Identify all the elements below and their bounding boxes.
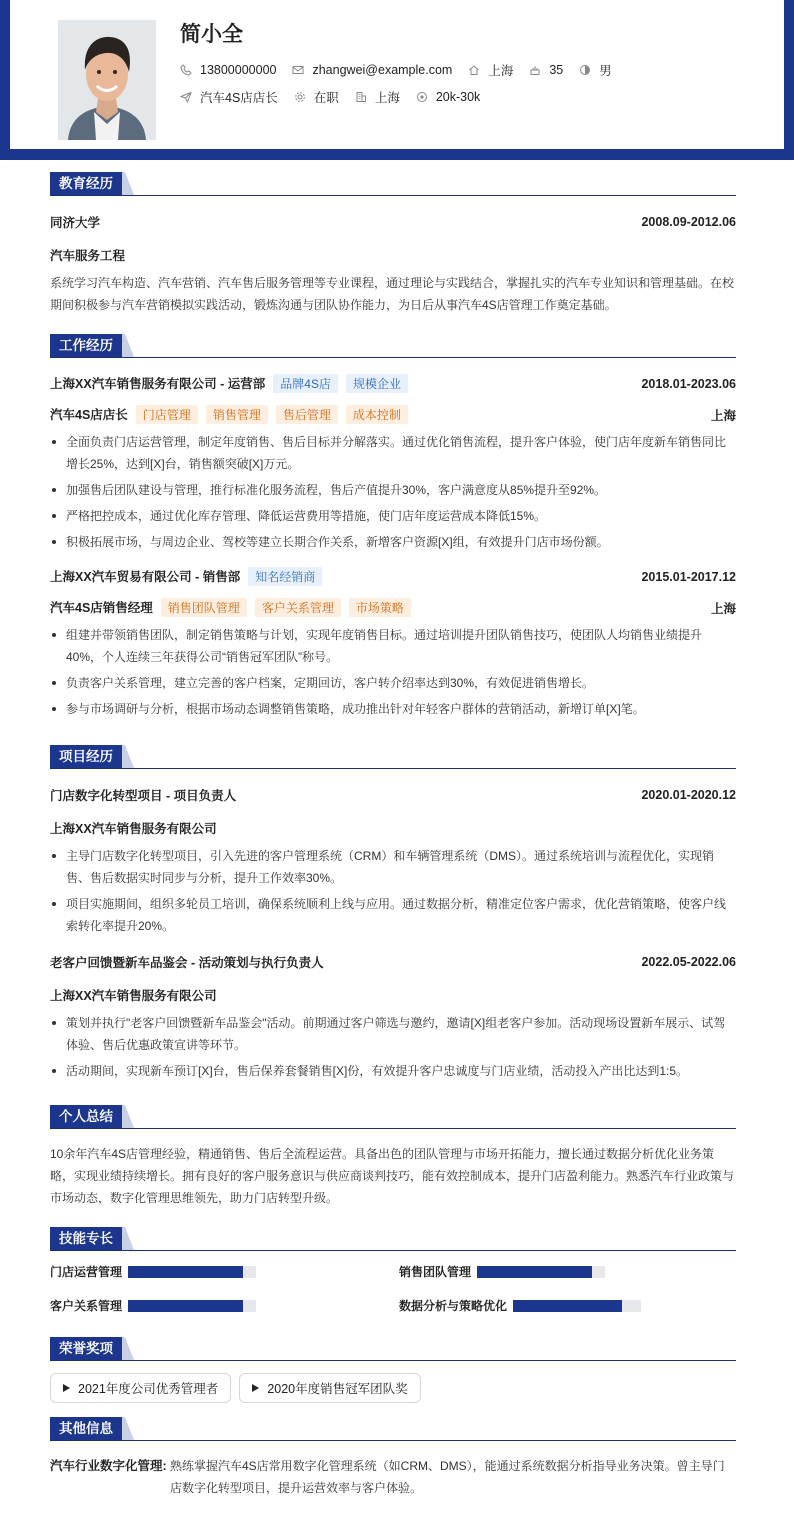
position-item <box>180 88 278 106</box>
skill-bar-fill <box>128 1266 243 1278</box>
work-location: 上海 <box>710 601 736 616</box>
company-tag: 规模企业 <box>346 374 408 393</box>
other-row <box>50 1455 736 1499</box>
award-text: 2021年度公司优秀管理者 <box>78 1382 219 1396</box>
avatar-portrait-icon <box>58 20 156 140</box>
company-name: 上海XX汽车销售服务有限公司 - 运营部 <box>50 377 266 391</box>
work-item <box>50 374 736 553</box>
skill-bar <box>513 1300 641 1312</box>
skills-section <box>50 1227 736 1327</box>
section-header <box>50 1337 736 1361</box>
school-name: 同济大学 <box>50 216 101 230</box>
contact-row <box>180 61 628 79</box>
section-slant-icon <box>122 1227 134 1250</box>
list-item: 策划并执行"老客户回馈暨新车品鉴会"活动。前期通过客户筛选与邀约，邀请[X]组老客户参加。活动现场设置新车展示、试驾体验、售后优惠政策宣讲等环节。 <box>50 1012 736 1056</box>
list-item: 全面负责门店运营管理，制定年度销售、售后目标并分解落实。通过优化销售流程，提升客户体验，使门店年度新车销售同比增长25%，达到[X]台，销售额突破[X]万元。 <box>50 431 736 475</box>
coin-icon <box>416 91 428 103</box>
section-title: 荣誉奖项 <box>50 1337 122 1360</box>
other-text: 熟练掌握汽车4S店常用数字化管理系统（如CRM、DMS），能通过系统数据分析指导业务决策。曾主导门店数字化转型项目，提升运营效率与客户体验。 <box>170 1459 725 1495</box>
work-title-row <box>50 598 736 617</box>
candidate-name: 简小全 <box>180 23 243 46</box>
section-header <box>50 172 736 196</box>
section-header <box>50 1227 736 1251</box>
phone-text: 13800000000 <box>200 63 277 77</box>
summary-section <box>50 1105 736 1209</box>
project-row <box>50 786 736 804</box>
age-item <box>529 63 563 77</box>
work-bullets <box>50 431 736 553</box>
list-item: 活动期间，实现新车预订[X]台，售后保养套餐销售[X]份，有效提升客户忠诚度与门店业绩，活动投入产出比达到1:5。 <box>50 1060 736 1082</box>
job-intent-row <box>180 88 496 106</box>
skill-tag: 市场策略 <box>349 598 411 617</box>
project-bullets <box>50 1012 736 1082</box>
award-item <box>50 1373 231 1403</box>
work-title-row <box>50 405 736 424</box>
skill-name: 门店运营管理 <box>50 1265 123 1279</box>
skill-tag: 客户关系管理 <box>255 598 341 617</box>
skill-tag: 售后管理 <box>276 405 338 424</box>
frame-right-bar <box>784 0 794 160</box>
section-header <box>50 334 736 358</box>
project-company: 上海XX汽车销售服务有限公司 <box>50 989 217 1003</box>
project-bullets <box>50 845 736 937</box>
resume-body <box>50 172 736 1499</box>
major-name: 汽车服务工程 <box>50 249 126 263</box>
section-slant-icon <box>122 1337 134 1360</box>
section-header <box>50 1417 736 1441</box>
honors-list <box>50 1373 736 1403</box>
email-text: zhangwei@example.com <box>312 63 453 77</box>
target-city-item <box>355 88 400 106</box>
project-name: 老客户回馈暨新车品鉴会 - 活动策划与执行负责人 <box>50 956 324 970</box>
city-item <box>468 61 513 79</box>
project-item <box>50 953 736 1082</box>
project-company: 上海XX汽车销售服务有限公司 <box>50 822 217 836</box>
skills-grid <box>50 1251 736 1327</box>
work-location: 上海 <box>710 408 736 423</box>
gender-icon <box>579 64 591 76</box>
award-text: 2020年度销售冠军团队奖 <box>267 1382 408 1396</box>
skill-bar-fill <box>513 1300 622 1312</box>
skill-name: 销售团队管理 <box>399 1265 472 1279</box>
home-icon <box>468 64 480 76</box>
gear-icon <box>294 91 306 103</box>
section-title: 工作经历 <box>50 334 122 357</box>
section-slant-icon <box>122 172 134 195</box>
skill-name: 客户关系管理 <box>50 1299 123 1313</box>
salary-text: 20k-30k <box>435 90 481 104</box>
skill-bar-fill <box>128 1300 243 1312</box>
list-item: 严格把控成本，通过优化库存管理、降低运营费用等措施，使门店年度运营成本降低15%。 <box>50 505 736 527</box>
list-item: 负责客户关系管理，建立完善的客户档案，定期回访，客户转介绍率达到30%，有效促进销售增长。 <box>50 672 736 694</box>
section-header <box>50 1105 736 1129</box>
phone-item <box>180 63 276 77</box>
education-desc: 系统学习汽车构造、汽车营销、汽车售后服务管理等专业课程，通过理论与实践结合，掌握扎实的汽车专业知识和管理基础。在校期间积极参与汽车营销模拟实践活动，锻炼沟通与团队协作能力，为日后从事汽车4S店管理工作奠定基础。 <box>50 276 735 312</box>
project-period: 2022.05-2022.06 <box>641 955 736 969</box>
section-header <box>50 745 736 769</box>
skill-tag: 成本控制 <box>346 405 408 424</box>
job-title: 汽车4S店销售经理 <box>50 601 153 615</box>
education-section <box>50 172 736 316</box>
list-item: 组建并带领销售团队，制定销售策略与计划，实现年度销售目标。通过培训提升团队销售技巧，使团队人均销售业绩提升40%，个人连续三年获得公司“销售冠军团队”称号。 <box>50 624 736 668</box>
status-item <box>294 88 339 106</box>
play-icon <box>63 1384 70 1392</box>
job-title: 汽车4S店店长 <box>50 408 128 422</box>
project-name: 门店数字化转型项目 - 项目负责人 <box>50 789 237 803</box>
skill-tag: 门店管理 <box>136 405 198 424</box>
section-title: 项目经历 <box>50 745 122 768</box>
summary-text: 10余年汽车4S店管理经验，精通销售、售后全流程运营。具备出色的团队管理与市场开拓能力，擅长通过数据分析优化业务策略，实现业绩持续增长。拥有良好的客户服务意识与供应商谈判技巧，能有效控制成本，提升门店盈利能力。熟悉汽车行业政策与市场动态，数字化管理思维领先，助力门店转型升级。 <box>50 1147 735 1205</box>
skill-bar-fill <box>477 1266 592 1278</box>
section-slant-icon <box>122 1105 134 1128</box>
list-item: 项目实施期间，组织多轮员工培训，确保系统顺利上线与应用。通过数据分析，精准定位客户需求，优化营销策略，使客户线索转化率提升20%。 <box>50 893 736 937</box>
other-section <box>50 1417 736 1499</box>
list-item: 主导门店数字化转型项目，引入先进的客户管理系统（CRM）和车辆管理系统（DMS）。通过系统培训与流程优化，实现销售、售后数据实时同步与分析，提升工作效率30%。 <box>50 845 736 889</box>
skill-name: 数据分析与策略优化 <box>399 1299 508 1313</box>
skill-item <box>399 1263 605 1280</box>
list-item: 参与市场调研与分析，根据市场动态调整销售策略，成功推出针对年轻客户群体的营销活动，新增订单[X]笔。 <box>50 698 736 720</box>
work-bullets <box>50 624 736 720</box>
project-period: 2020.01-2020.12 <box>641 788 736 802</box>
work-period: 2018.01-2023.06 <box>641 376 736 391</box>
section-title: 技能专长 <box>50 1227 122 1250</box>
header-divider-bar <box>0 149 794 160</box>
play-icon <box>252 1384 259 1392</box>
status-text: 在职 <box>313 91 339 105</box>
work-period: 2015.01-2017.12 <box>641 569 736 584</box>
list-item: 加强售后团队建设与管理，推行标准化服务流程，售后产值提升30%，客户满意度从85%提升至92%。 <box>50 479 736 501</box>
education-row <box>50 213 736 231</box>
target-city-text: 上海 <box>374 91 400 105</box>
frame-left-bar <box>0 0 10 160</box>
salary-item <box>416 90 480 104</box>
section-title: 个人总结 <box>50 1105 122 1128</box>
education-period: 2008.09-2012.06 <box>641 215 736 229</box>
company-name: 上海XX汽车贸易有限公司 - 销售部 <box>50 570 241 584</box>
project-row <box>50 953 736 971</box>
position-text: 汽车4S店店长 <box>200 91 278 105</box>
phone-icon <box>180 64 192 76</box>
honors-section <box>50 1337 736 1403</box>
building-icon <box>355 91 367 103</box>
section-slant-icon <box>122 334 134 357</box>
other-label: 汽车行业数字化管理: <box>50 1459 167 1473</box>
skill-item <box>50 1263 256 1280</box>
send-icon <box>180 91 192 103</box>
work-section <box>50 334 736 720</box>
section-title: 教育经历 <box>50 172 122 195</box>
list-item: 积极拓展市场，与周边企业、驾校等建立长期合作关系，新增客户资源[X]组，有效提升门店市场份额。 <box>50 531 736 553</box>
section-slant-icon <box>122 745 134 768</box>
city-text: 上海 <box>488 64 514 78</box>
skill-item <box>399 1297 641 1314</box>
age-text: 35 <box>549 63 564 77</box>
company-tag: 知名经销商 <box>248 567 322 586</box>
project-item <box>50 786 736 937</box>
skill-bar <box>128 1266 256 1278</box>
work-item <box>50 567 736 720</box>
resume-header <box>10 0 784 149</box>
company-tag: 品牌4S店 <box>273 374 338 393</box>
avatar <box>58 20 156 140</box>
skill-tag: 销售团队管理 <box>161 598 247 617</box>
section-slant-icon <box>122 1417 134 1440</box>
gender-item <box>579 61 612 79</box>
section-title: 其他信息 <box>50 1417 122 1440</box>
skill-bar <box>128 1300 256 1312</box>
work-company-row <box>50 374 736 393</box>
skill-bar <box>477 1266 605 1278</box>
project-section <box>50 745 736 1082</box>
email-item <box>292 63 452 77</box>
skill-item <box>50 1297 256 1314</box>
skill-tag: 销售管理 <box>206 405 268 424</box>
work-company-row <box>50 567 736 586</box>
award-item <box>239 1373 420 1403</box>
cake-icon <box>529 64 541 76</box>
gender-text: 男 <box>599 64 612 78</box>
email-icon <box>292 64 304 76</box>
